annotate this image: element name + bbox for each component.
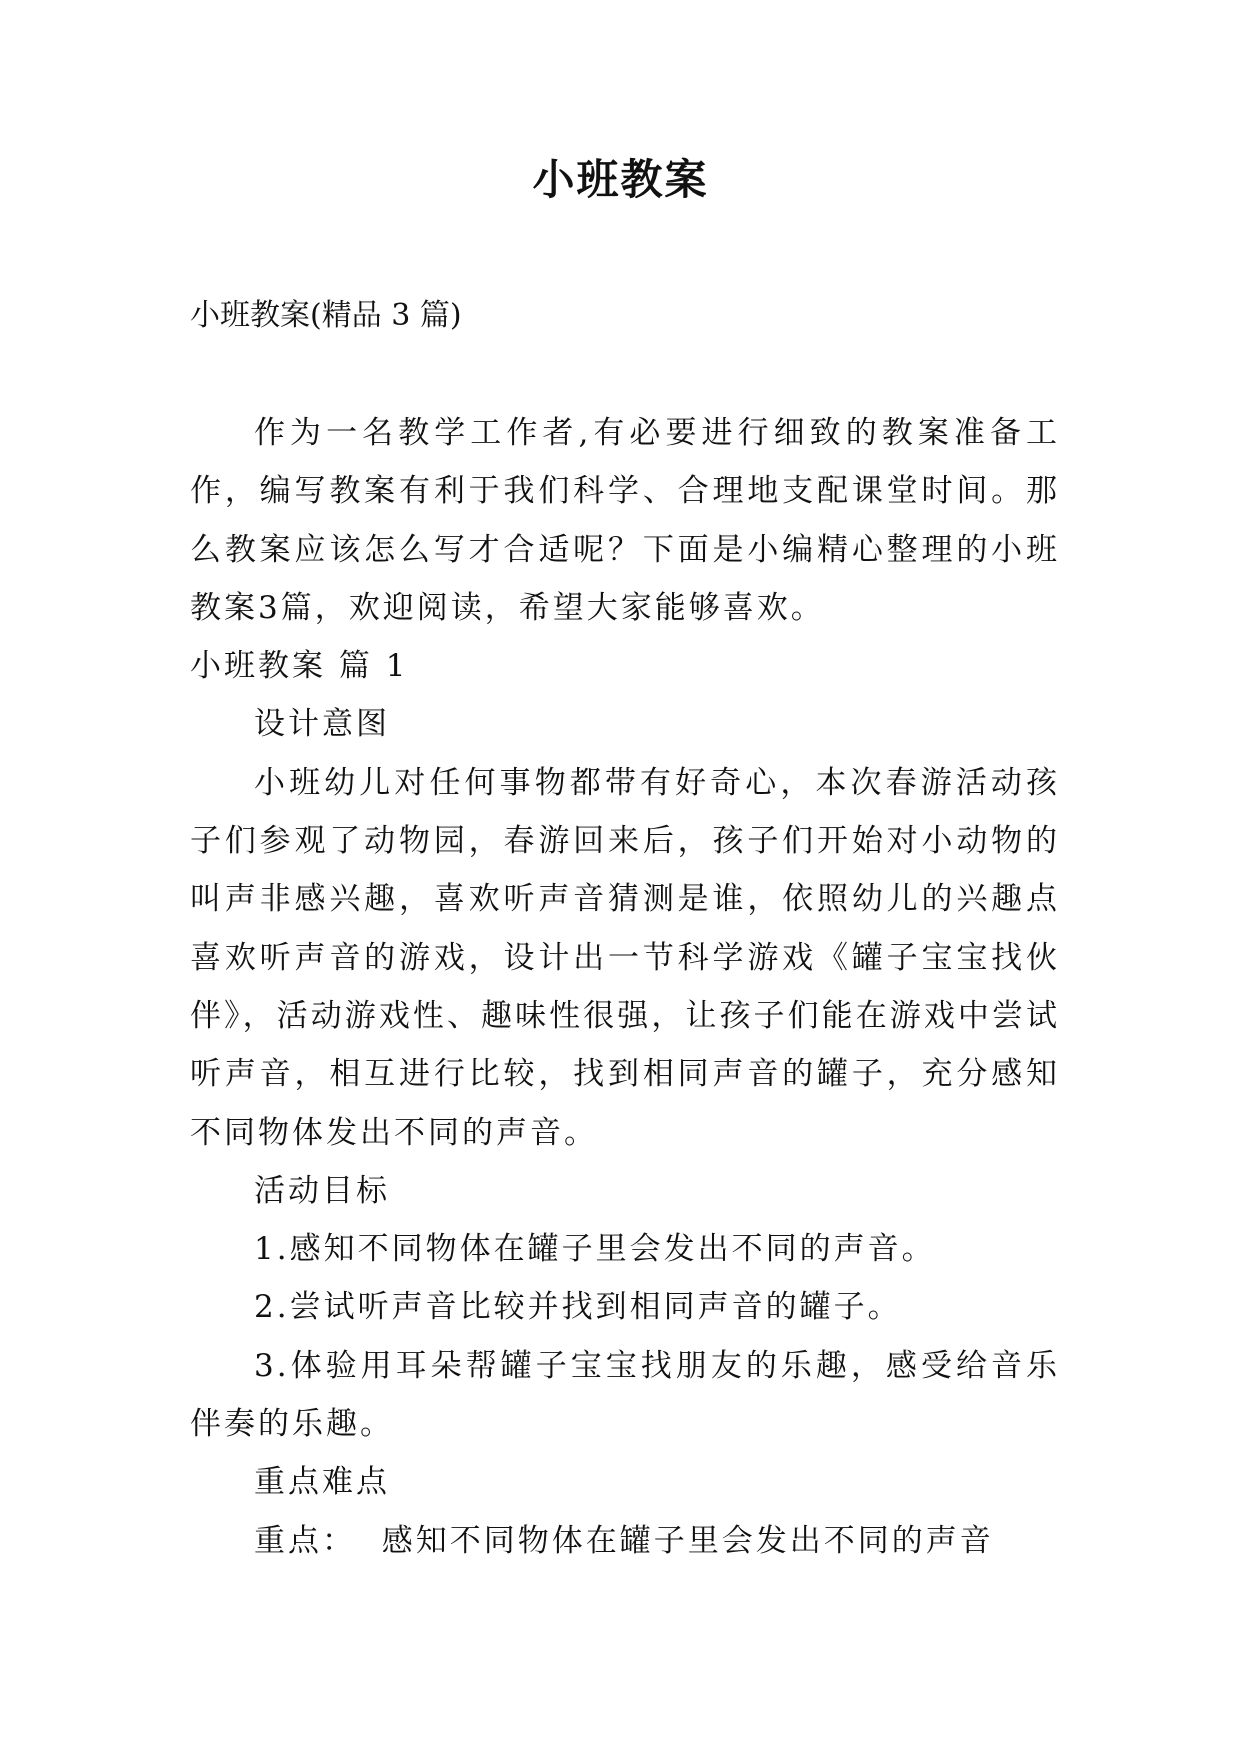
design-intent-paragraph: 小班幼儿对任何事物都带有好奇心，本次春游活动孩子们参观了动物园，春游回来后，孩子们开始对小动物的叫声非感兴趣，喜欢听声音猜测是谁，依照幼儿的兴趣点喜欢听声音的游戏，设计出一节科学游戏《罐子宝宝找伙伴》，活动游戏性、趣味性很强，让孩子们能在游戏中尝试听声音，相互进行比较，找到相同声音的罐子，充分感知不同物体发出不同的声音。 bbox=[190, 764, 1060, 1151]
key-point-paragraph: 重点： 感知不同物体在罐子里会发出不同的声音 bbox=[254, 1522, 994, 1559]
document-body bbox=[190, 404, 1060, 1570]
key-points-heading: 重点难点 bbox=[254, 1464, 390, 1501]
goal-item-2: 2.尝试听声音比较并找到相同声音的罐子。 bbox=[254, 1289, 902, 1326]
design-intent-heading: 设计意图 bbox=[254, 706, 390, 743]
goal-item-3: 3.体验用耳朵帮罐子宝宝找朋友的乐趣，感受给音乐伴奏的乐趣。 bbox=[190, 1347, 1060, 1443]
document-title: 小班教案 bbox=[532, 155, 709, 204]
goal-item-1: 1.感知不同物体在罐子里会发出不同的声音。 bbox=[254, 1231, 936, 1268]
intro-paragraph: 作为一名教学工作者,有必要进行细致的教案准备工作，编写教案有利于我们科学、合理地支配课堂时间。那么教案应该怎么写才合适呢？下面是小编精心整理的小班教案3篇，欢迎阅读，希望大家能够喜欢。 bbox=[190, 415, 1060, 626]
section-heading: 小班教案 篇 1 bbox=[190, 648, 409, 685]
document-subtitle: 小班教案(精品 3 篇) bbox=[190, 298, 462, 333]
activity-goals-heading: 活动目标 bbox=[254, 1172, 390, 1209]
